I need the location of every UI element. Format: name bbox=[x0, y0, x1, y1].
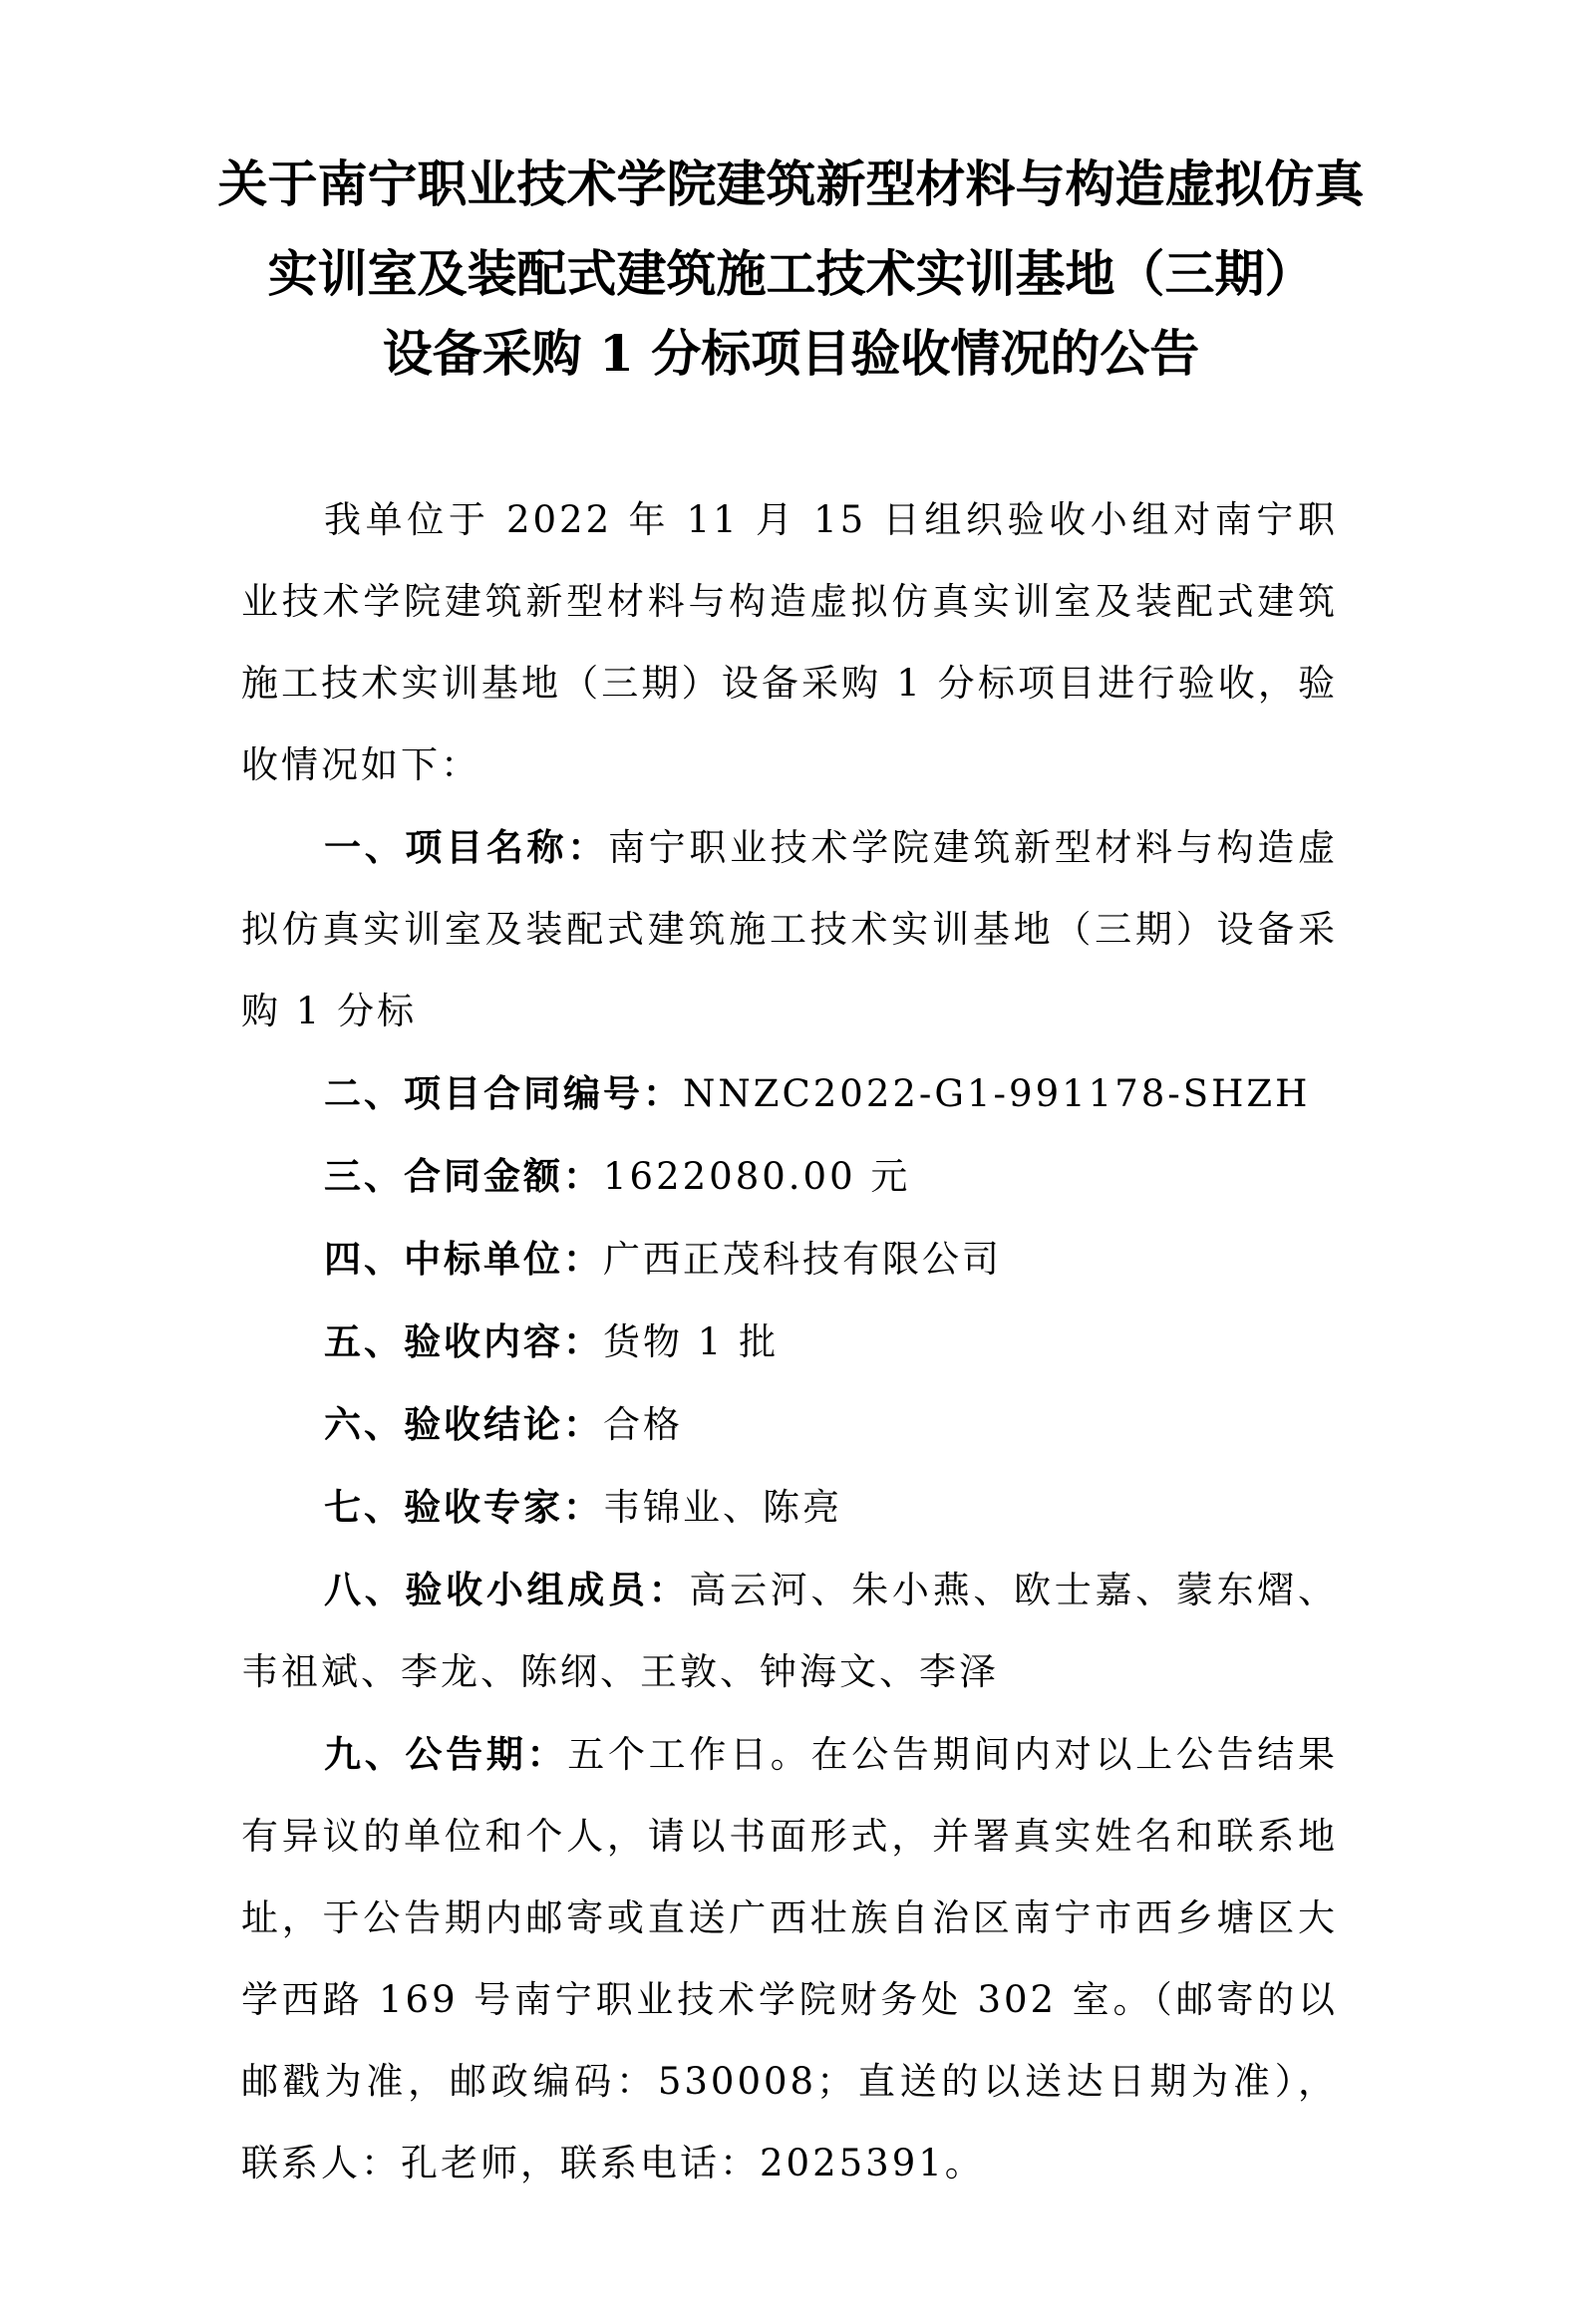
item-label: 一、项目名称： bbox=[324, 825, 608, 869]
item-label: 八、验收小组成员： bbox=[324, 1568, 690, 1611]
item-label: 六、验收结论： bbox=[324, 1402, 603, 1446]
item-group-members bbox=[241, 1549, 1338, 1713]
item-acceptance-experts bbox=[241, 1466, 1338, 1549]
announcement-body bbox=[241, 479, 1338, 2204]
item-value: 五个工作日。在公告期间内对以上公告结果有异议的单位和个人，请以书面形式，并署真实姓名和联系地址，于公告期内邮寄或直送广西壮族自治区南宁市西乡塘区大学西路 169 号南宁职业技术学院财务处 302 室。（邮寄的以邮戳为准，邮政编码：530008；直送的以送达日期为准），联系人：孔老师，联系电话：2025391。 bbox=[241, 1733, 1338, 2184]
item-contract-number bbox=[241, 1052, 1338, 1135]
item-label: 七、验收专家： bbox=[324, 1485, 603, 1529]
item-label: 四、中标单位： bbox=[324, 1237, 603, 1281]
item-acceptance-conclusion bbox=[241, 1383, 1338, 1466]
intro-paragraph: 我单位于 2022 年 11 月 15 日组织验收小组对南宁职业技术学院建筑新型材料与构造虚拟仿真实训室及装配式建筑施工技术实训基地（三期）设备采购 1 分标项目进行验收，验收情况如下： bbox=[241, 498, 1338, 786]
item-label: 三、合同金额： bbox=[324, 1154, 603, 1198]
item-value: 货物 1 批 bbox=[603, 1320, 780, 1363]
item-acceptance-content bbox=[241, 1301, 1338, 1383]
title-line-3: 设备采购 1 分标项目验收情况的公告 bbox=[382, 324, 1200, 383]
title-line-1: 关于南宁职业技术学院建筑新型材料与构造虚拟仿真 bbox=[217, 154, 1365, 213]
item-value: 1622080.00 元 bbox=[603, 1155, 911, 1198]
item-value: 广西正茂科技有限公司 bbox=[603, 1238, 1002, 1281]
item-project-name bbox=[241, 806, 1338, 1052]
item-value: 南宁职业技术学院建筑新型材料与构造虚拟仿真实训室及装配式建筑施工技术实训基地（三期）设备采购 1 分标 bbox=[241, 826, 1339, 1032]
item-label: 九、公告期： bbox=[324, 1732, 568, 1776]
item-notice-period bbox=[241, 1713, 1338, 2204]
item-winning-bidder bbox=[241, 1218, 1338, 1301]
item-value: NNZC2022-G1-991178-SHZH bbox=[683, 1072, 1311, 1115]
item-value: 高云河、朱小燕、欧士嘉、蒙东熠、韦祖斌、李龙、陈纲、王敦、钟海文、李泽 bbox=[241, 1569, 1338, 1693]
item-value: 合格 bbox=[603, 1403, 683, 1446]
item-label: 二、项目合同编号： bbox=[324, 1071, 683, 1115]
item-label: 五、验收内容： bbox=[324, 1319, 603, 1363]
item-value: 韦锦业、陈亮 bbox=[603, 1486, 842, 1529]
item-contract-amount bbox=[241, 1135, 1338, 1218]
title-line-2: 实训室及装配式建筑施工技术实训基地（三期） bbox=[267, 244, 1315, 303]
